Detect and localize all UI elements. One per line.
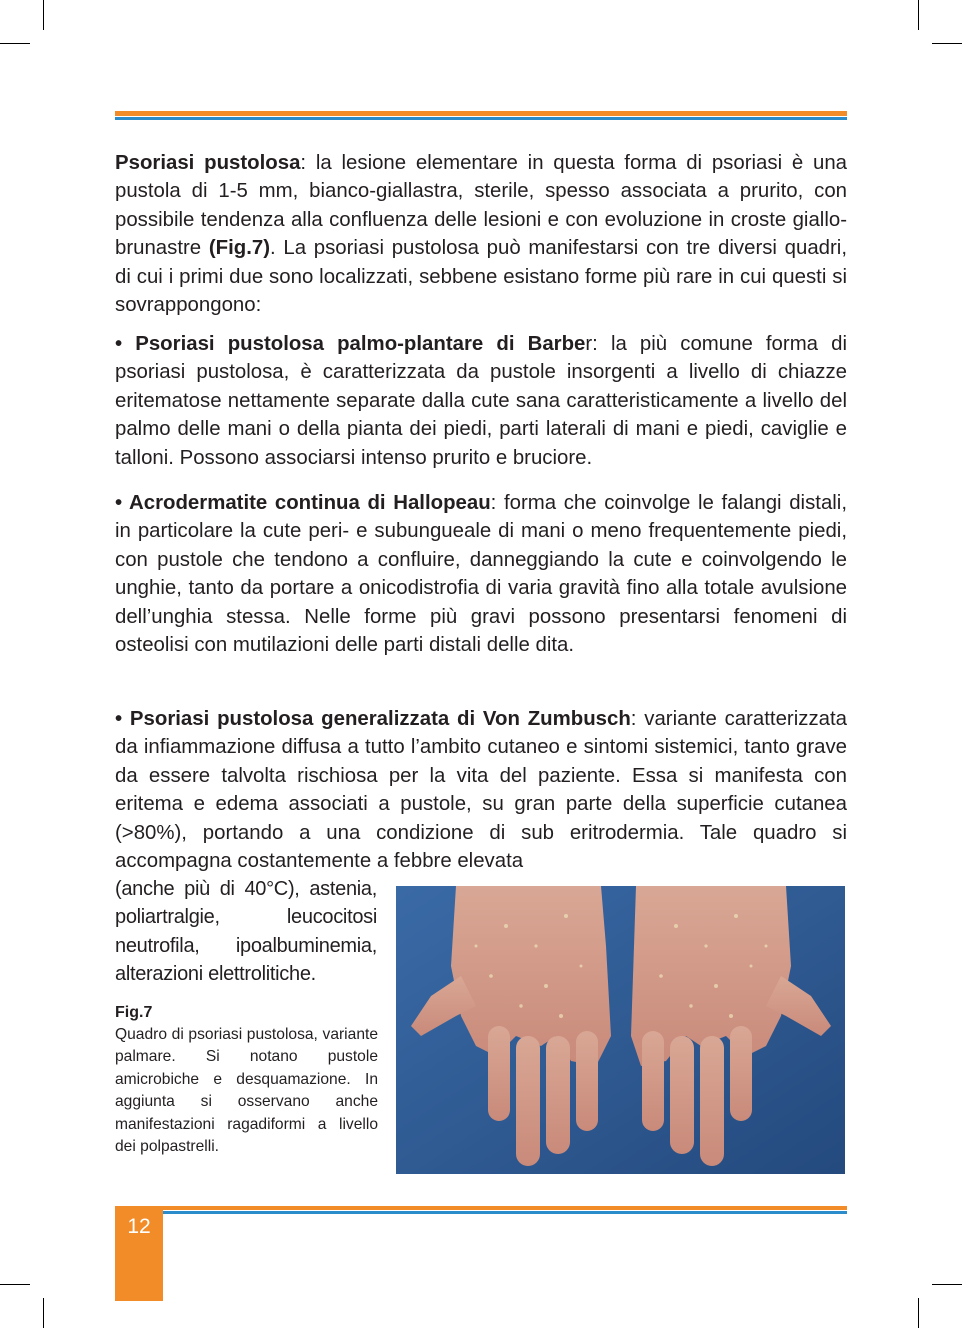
paragraph-hallopeau bbox=[115, 489, 847, 659]
crop-mark bbox=[43, 1298, 44, 1328]
paragraph-psoriasi-pustolosa bbox=[115, 149, 847, 319]
crop-mark bbox=[932, 1284, 962, 1285]
term: • Psoriasi pustolosa palmo-plantare di Barbe bbox=[115, 333, 586, 355]
figure-caption: Quadro di psoriasi pustolosa, variante palmare. Si notano pustole amicrobiche e desquamazione. In aggiunta si osservano anche manifestazioni ragadiformi a livello dei polpastrelli. bbox=[115, 1026, 378, 1156]
paragraph-von-zumbusch bbox=[115, 705, 847, 875]
term: • Psoriasi pustolosa generalizzata di Von Zumbusch bbox=[115, 708, 631, 730]
page-number: 12 bbox=[115, 1206, 163, 1301]
paragraph-text: : la lesione elementare in questa forma di psoriasi è una pustola di 1-5 mm, bianco-giallastra, sterile, spesso associata a prurito, con possibile tendenza alla confluenza delle lesioni e con evoluzione in croste giallo-brunastre bbox=[115, 152, 847, 260]
paragraph-continuation: (anche più di 40°C), astenia, poliartralgie, leucocitosi neutrofila, ipoalbuminemia, alterazioni elettrolitiche. bbox=[115, 878, 377, 986]
paragraph-text: . La psoriasi pustolosa può manifestarsi con tre diversi quadri, di cui i primi due sono localizzati, sebbene esistano forme più rare in cui questi si sovrappongono: bbox=[115, 237, 848, 317]
figure-reference: (Fig.7) bbox=[208, 237, 271, 260]
term: Psoriasi pustolosa bbox=[115, 152, 301, 174]
figure-label: Fig.7 bbox=[115, 1004, 153, 1021]
figure-photo bbox=[396, 886, 845, 1174]
crop-mark bbox=[43, 0, 44, 30]
footer-rule bbox=[163, 1206, 847, 1215]
paragraph-text: : forma che coinvolge le falangi distali, in particolare la cute peri- e subungueale di mani o meno frequentemente piedi, con pustole che tendono a confluire, danneggiando la cute e coinvolgendo le unghie, tanto da portare a onicodistrofia di varia gravità fino alla totale avulsione dell’unghia stessa. Nelle forme più gravi possono presentarsi fenomeni di osteolisi con mutilazioni delle parti distali delle dita. bbox=[115, 492, 848, 657]
paragraph-palmo-plantare bbox=[115, 330, 847, 472]
hands-illustration bbox=[396, 886, 845, 1174]
crop-mark bbox=[932, 43, 962, 44]
header-rule bbox=[115, 111, 847, 120]
crop-mark bbox=[0, 43, 30, 44]
term: • Acrodermatite continua di Hallopeau bbox=[115, 492, 491, 514]
paragraph-text: r: la più comune forma di psoriasi pustolosa, è caratterizzata da pustole insorgenti a livello di chiazze eritematose nettamente separate dalla cute sana caratteristicamente a livello del palmo delle mani o della pianta dei piedi, parti laterali di mani e piedi, caviglie e talloni. Possono associarsi intenso prurito e bruciore. bbox=[115, 333, 847, 469]
crop-mark bbox=[918, 1298, 919, 1328]
paragraph-text: : variante caratterizzata da infiammazione diffusa a tutto l’ambito cutaneo e sintomi sistemici, tanto grave da essere talvolta rischiosa per la vita del paziente. Essa si manifesta con eritema e edema associati a pustole, su gran parte della superficie cutanea (>80%), portando a una condizione di sub eritrodermia. Tale quadro si accompagna costantemente a febbre elevata bbox=[115, 708, 847, 873]
crop-mark bbox=[918, 0, 919, 30]
crop-mark bbox=[0, 1284, 30, 1285]
